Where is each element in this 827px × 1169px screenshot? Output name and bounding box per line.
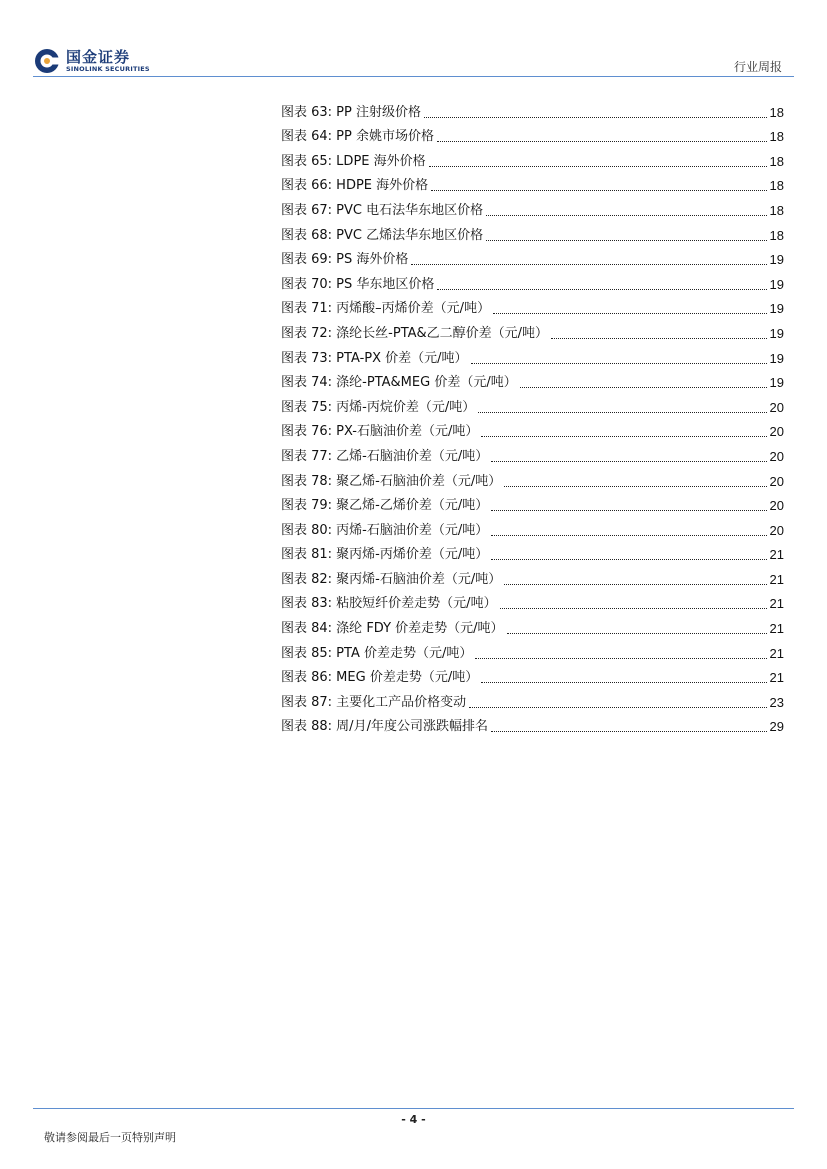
toc-entry[interactable] [281, 540, 784, 565]
toc-entry-label[interactable]: 图表 83: 粘胶短纤价差走势（元/吨） [281, 596, 497, 612]
toc-entry-page[interactable]: 19 [769, 301, 784, 317]
toc-dot-leader [469, 707, 766, 708]
toc-dot-leader [491, 559, 766, 560]
toc-entry-label[interactable]: 图表 78: 聚乙烯-石脑油价差（元/吨） [281, 473, 502, 489]
toc-entry[interactable] [281, 343, 784, 368]
toc-entry-label[interactable]: 图表 72: 涤纶长丝-PTA&乙二醇价差（元/吨） [281, 325, 549, 341]
toc-entry-page[interactable]: 18 [769, 153, 784, 169]
toc-dot-leader [493, 313, 766, 314]
toc-dot-leader [507, 633, 767, 634]
header-divider [33, 76, 794, 77]
toc-entry[interactable] [281, 269, 784, 294]
toc-entry[interactable] [281, 613, 784, 638]
toc-entry-label[interactable]: 图表 87: 主要化工产品价格变动 [281, 694, 467, 710]
toc-entry-label[interactable]: 图表 85: PTA 价差走势（元/吨） [281, 645, 473, 661]
toc-dot-leader [500, 608, 767, 609]
toc-entry[interactable] [281, 195, 784, 220]
page-number: - 4 - [401, 1113, 426, 1126]
toc-entry-page[interactable]: 21 [769, 621, 784, 637]
toc-entry[interactable] [281, 368, 784, 393]
toc-entry-page[interactable]: 29 [769, 719, 784, 735]
toc-dot-leader [481, 436, 766, 437]
toc-entry-page[interactable]: 20 [769, 522, 784, 538]
toc-entry-label[interactable]: 图表 81: 聚丙烯-丙烯价差（元/吨） [281, 547, 489, 563]
toc-dot-leader [424, 117, 767, 118]
toc-entry-label[interactable]: 图表 80: 丙烯-石脑油价差（元/吨） [281, 522, 489, 538]
toc-entry-page[interactable]: 20 [769, 448, 784, 464]
toc-entry-label[interactable]: 图表 69: PS 海外价格 [281, 252, 409, 268]
toc-dot-leader [486, 240, 766, 241]
toc-entry-label[interactable]: 图表 82: 聚丙烯-石脑油价差（元/吨） [281, 571, 502, 587]
toc-entry[interactable] [281, 220, 784, 245]
toc-entry[interactable] [281, 491, 784, 516]
toc-entry-page[interactable]: 19 [769, 325, 784, 341]
toc-entry[interactable] [281, 638, 784, 663]
toc-entry-label[interactable]: 图表 64: PP 余姚市场价格 [281, 129, 434, 145]
toc-entry[interactable] [281, 97, 784, 122]
toc-entry-page[interactable]: 23 [769, 694, 784, 710]
toc-entry-page[interactable]: 20 [769, 399, 784, 415]
toc-entry-label[interactable]: 图表 66: HDPE 海外价格 [281, 178, 429, 194]
toc-entry-label[interactable]: 图表 68: PVC 乙烯法华东地区价格 [281, 227, 484, 243]
toc-entry[interactable] [281, 441, 784, 466]
toc-entry-page[interactable]: 20 [769, 473, 784, 489]
toc-dot-leader [478, 412, 766, 413]
toc-entry-label[interactable]: 图表 75: 丙烯-丙烷价差（元/吨） [281, 399, 476, 415]
toc-entry-page[interactable]: 20 [769, 498, 784, 514]
toc-entry-page[interactable]: 18 [769, 227, 784, 243]
toc-entry-page[interactable]: 21 [769, 547, 784, 563]
sinolink-logo-icon [34, 48, 60, 74]
toc-entry[interactable] [281, 171, 784, 196]
toc-dot-leader [437, 289, 766, 290]
toc-dot-leader [491, 535, 766, 536]
logo-english-name: SINOLINK SECURITIES [66, 64, 150, 73]
toc-entry[interactable] [281, 417, 784, 442]
toc-entry[interactable] [281, 318, 784, 343]
toc-dot-leader [475, 658, 766, 659]
toc-dot-leader [491, 510, 766, 511]
toc-entry-label[interactable]: 图表 86: MEG 价差走势（元/吨） [281, 670, 479, 686]
toc-entry-label[interactable]: 图表 71: 丙烯酸–丙烯价差（元/吨） [281, 301, 491, 317]
toc-entry-label[interactable]: 图表 79: 聚乙烯-乙烯价差（元/吨） [281, 498, 489, 514]
toc-dot-leader [504, 486, 766, 487]
toc-entry-page[interactable]: 21 [769, 571, 784, 587]
toc-dot-leader [411, 264, 766, 265]
toc-entry-page[interactable]: 18 [769, 104, 784, 120]
toc-dot-leader [437, 141, 767, 142]
toc-entry-page[interactable]: 19 [769, 375, 784, 391]
toc-dot-leader [491, 731, 767, 732]
toc-entry-label[interactable]: 图表 74: 涤纶-PTA&MEG 价差（元/吨） [281, 375, 517, 391]
figure-table-of-contents [281, 97, 784, 736]
toc-entry-page[interactable]: 18 [769, 178, 784, 194]
toc-entry[interactable] [281, 466, 784, 491]
toc-entry[interactable] [281, 146, 784, 171]
toc-dot-leader [491, 461, 766, 462]
toc-dot-leader [520, 387, 767, 388]
toc-dot-leader [486, 215, 766, 216]
toc-entry-label[interactable]: 图表 65: LDPE 海外价格 [281, 153, 426, 169]
toc-dot-leader [431, 190, 766, 191]
toc-entry-label[interactable]: 图表 63: PP 注射级价格 [281, 104, 421, 120]
toc-entry-label[interactable]: 图表 88: 周/月/年度公司涨跌幅排名 [281, 719, 488, 735]
toc-dot-leader [551, 338, 766, 339]
company-logo [34, 46, 150, 76]
toc-entry-page[interactable]: 20 [769, 424, 784, 440]
toc-entry[interactable] [281, 663, 784, 688]
toc-entry-label[interactable]: 图表 84: 涤纶 FDY 价差走势（元/吨） [281, 621, 504, 637]
toc-entry-page[interactable]: 21 [769, 670, 784, 686]
toc-entry-page[interactable]: 21 [769, 596, 784, 612]
toc-entry[interactable] [281, 122, 784, 147]
toc-entry[interactable] [281, 392, 784, 417]
toc-entry[interactable] [281, 687, 784, 712]
toc-dot-leader [504, 584, 766, 585]
toc-entry-label[interactable]: 图表 67: PVC 电石法华东地区价格 [281, 202, 484, 218]
toc-entry-page[interactable]: 21 [769, 645, 784, 661]
toc-dot-leader [429, 166, 767, 167]
toc-entry-label[interactable]: 图表 70: PS 华东地区价格 [281, 276, 435, 292]
toc-entry-page[interactable]: 19 [769, 276, 784, 292]
toc-entry-label[interactable]: 图表 76: PX-石脑油价差（元/吨） [281, 424, 479, 440]
toc-entry[interactable] [281, 564, 784, 589]
toc-entry-page[interactable]: 19 [769, 350, 784, 366]
disclaimer: 敬请参阅最后一页特别声明 [44, 1131, 176, 1144]
report-type: 行业周报 [733, 60, 782, 74]
toc-dot-leader [481, 682, 766, 683]
toc-entry-page[interactable]: 18 [769, 129, 784, 145]
toc-entry[interactable] [281, 245, 784, 270]
logo-chinese-name: 国金证券 [66, 47, 131, 66]
toc-entry[interactable] [281, 712, 784, 737]
toc-entry-label[interactable]: 图表 73: PTA-PX 价差（元/吨） [281, 350, 468, 366]
toc-entry-page[interactable]: 18 [769, 202, 784, 218]
footer-divider [33, 1108, 794, 1109]
toc-entry[interactable] [281, 294, 784, 319]
toc-entry[interactable] [281, 515, 784, 540]
toc-entry-page[interactable]: 19 [769, 252, 784, 268]
toc-entry-label[interactable]: 图表 77: 乙烯-石脑油价差（元/吨） [281, 448, 489, 464]
toc-dot-leader [471, 363, 767, 364]
toc-entry[interactable] [281, 589, 784, 614]
